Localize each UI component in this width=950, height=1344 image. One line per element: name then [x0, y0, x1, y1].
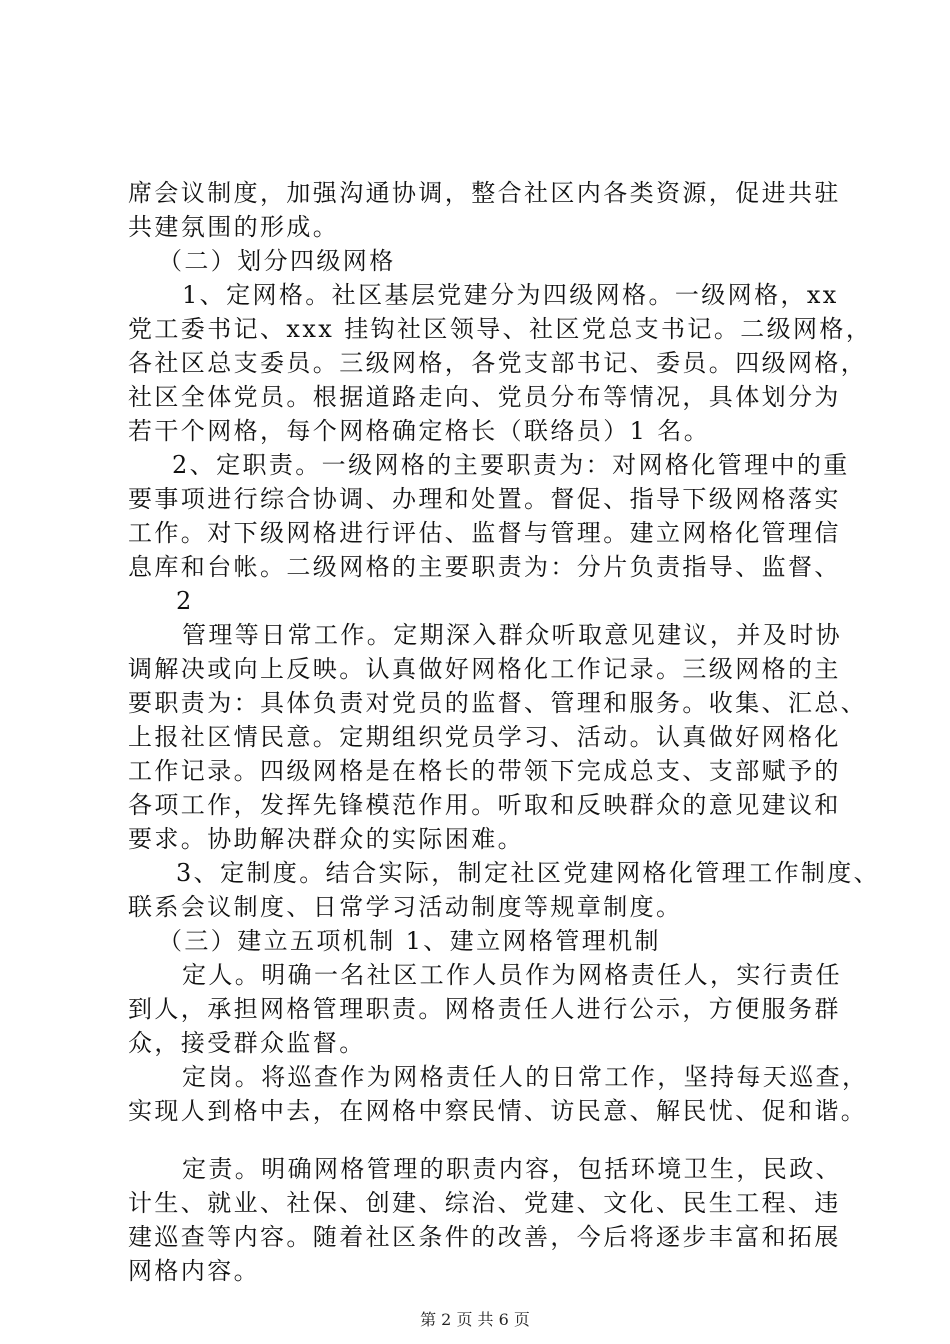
text-line: 党工委书记、xxx 挂钩社区领导、社区党总支书记。二级网格，	[128, 315, 873, 343]
text-line: 工作记录。四级网格是在格长的带领下完成总支、支部赋予的	[128, 757, 841, 785]
text-line: 各社区总支委员。三级网格，各党支部书记、委员。四级网格，	[128, 349, 868, 377]
text-line: 要职责为：具体负责对党员的监督、管理和服务。收集、汇总、	[128, 689, 868, 717]
text-line: 联系会议制度、日常学习活动制度等规章制度。	[128, 893, 683, 921]
text-line: 若干个网格，每个网格确定格长（联络员）1 名。	[128, 417, 711, 445]
text-line: 1、定网格。社区基层党建分为四级网格。一级网格，xx	[182, 281, 839, 309]
page-footer: 第 2 页 共 6 页	[420, 1310, 530, 1329]
text-line: 网格内容。	[128, 1257, 260, 1285]
text-line: 到人，承担网格管理职责。网格责任人进行公示，方便服务群	[128, 995, 841, 1023]
text-line: 计生、就业、社保、创建、综治、党建、文化、民生工程、违	[128, 1189, 841, 1217]
section-heading: （三）建立五项机制 1、建立网格管理机制	[158, 927, 661, 955]
text-line: 要求。协助解决群众的实际困难。	[128, 825, 524, 853]
text-line: 众，接受群众监督。	[128, 1029, 366, 1057]
text-line: 2、定职责。一级网格的主要职责为：对网格化管理中的重	[172, 451, 850, 479]
text-line: 定责。明确网格管理的职责内容，包括环境卫生，民政、	[182, 1155, 842, 1183]
text-line: 3、定制度。结合实际，制定社区党建网格化管理工作制度、	[176, 859, 881, 887]
text-line: 共建氛围的形成。	[128, 213, 340, 241]
text-line: 息库和台帐。二级网格的主要职责为：分片负责指导、监督、	[128, 553, 841, 581]
text-line: 上报社区情民意。定期组织党员学习、活动。认真做好网格化	[128, 723, 841, 751]
text-line: 工作。对下级网格进行评估、监督与管理。建立网格化管理信	[128, 519, 841, 547]
text-line: 管理等日常工作。定期深入群众听取意见建议，并及时协	[182, 621, 842, 649]
text-line: 实现人到格中去，在网格中察民情、访民意、解民忧、促和谐。	[128, 1097, 868, 1125]
text-line: 各项工作，发挥先锋模范作用。听取和反映群众的意见建议和	[128, 791, 841, 819]
text-line: 调解决或向上反映。认真做好网格化工作记录。三级网格的主	[128, 655, 841, 683]
section-heading: （二）划分四级网格	[158, 247, 396, 275]
text-line: 定人。明确一名社区工作人员作为网格责任人，实行责任	[182, 961, 842, 989]
page-number-inline: 2	[176, 587, 194, 615]
text-line: 席会议制度，加强沟通协调，整合社区内各类资源，促进共驻	[128, 179, 841, 207]
text-line: 要事项进行综合协调、办理和处置。督促、指导下级网格落实	[128, 485, 841, 513]
text-line: 定岗。将巡查作为网格责任人的日常工作，坚持每天巡查，	[182, 1063, 869, 1091]
text-line: 社区全体党员。根据道路走向、党员分布等情况，具体划分为	[128, 383, 841, 411]
text-line: 建巡查等内容。随着社区条件的改善，今后将逐步丰富和拓展	[128, 1223, 841, 1251]
